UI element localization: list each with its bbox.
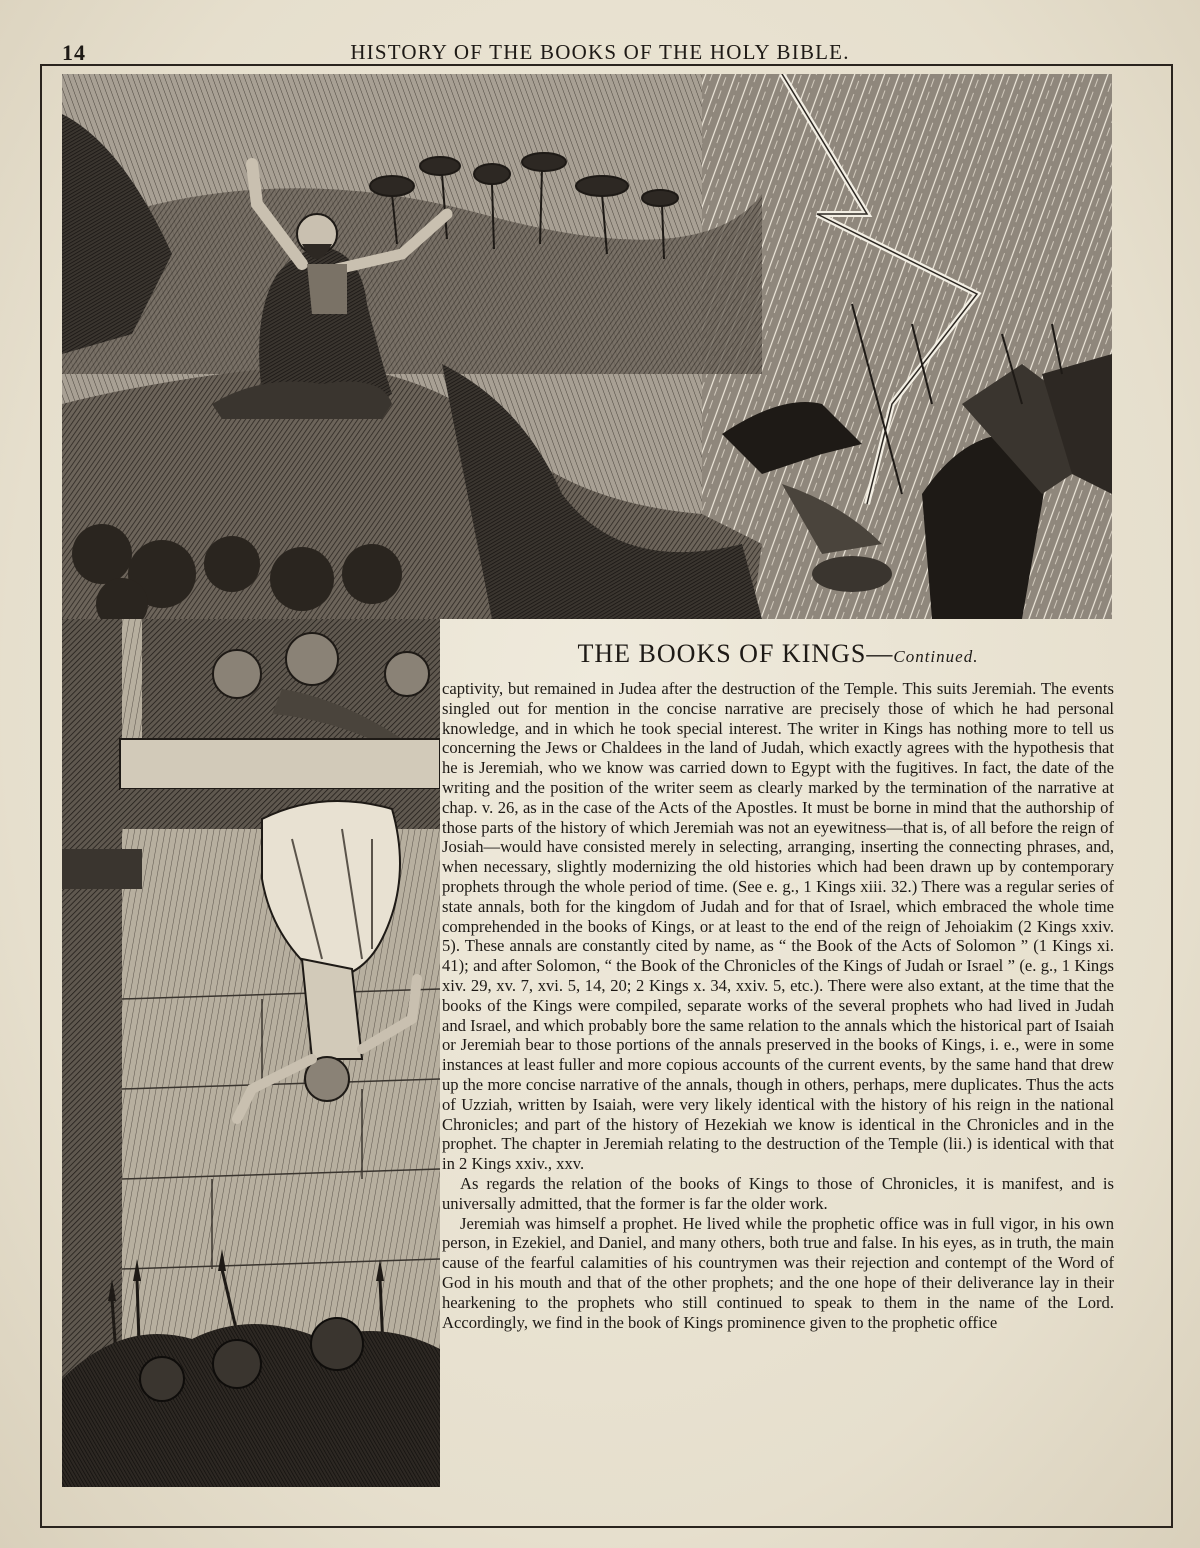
article-text-block [440, 630, 1116, 1510]
paragraph: As regards the relation of the books of Kings to those of Chronicles, it is manifest, and is universally admitted, that the former is far the older work. [442, 1173, 1114, 1213]
engraving-prophet-calling-down-fire-image [62, 74, 1112, 619]
section-title [440, 638, 1116, 673]
engraving-figure-thrown-from-wall-image [62, 619, 440, 1487]
body-text [440, 679, 1116, 1332]
running-title: HISTORY OF THE BOOKS OF THE HOLY BIBLE. [350, 40, 850, 64]
page-number: 14 [62, 40, 86, 65]
section-title-main: THE BOOKS OF KINGS— [577, 639, 894, 668]
paragraph: captivity, but remained in Judea after the destruction of the Temple. This suits Jeremiah. The events singled out for mention in the concise narrative are precisely those of which he had personal knowledge, and in which he took special interest. The writer in Kings has nothing more to tell us concerning the Jews or Chaldees in the land of Judah, which exactly agrees with the hypothesis that he is Jeremiah, who we know was carried down to Egypt with the fugitives. In fact, the date of the writing and the position of the writer seem as clearly marked by the termination of the narrative at chap. v. 26, as in the case of the Acts of the Apostles. It must be borne in mind that the authorship of those parts of the history of which Jeremiah was not an eyewitness—that is, of all before the reign of Josiah—would have consisted merely in selecting, arranging, inserting the connecting phrases, and, when necessary, slightly modernizing the old histories which had been drawn up by contemporary prophets through the whole period of time. (See e. g., 1 Kings xiii. 32.) There was a regular series of state annals, both for the kingdom of Judah and for that of Israel, which embraced the whole time comprehended in the books of Kings, or at least to the end of the reign of Jehoiakim (2 Kings xxiv. 5). These annals are constantly cited by name, as “ the Book of the Acts of Solomon ” (1 Kings xi. 41); and after Solomon, “ the Book of the Chronicles of the Kings of Judah or Israel ” (e. g., 1 Kings xiv. 29, xv. 7, xvi. 5, 14, 20; 2 Kings x. 34, xxiv. 5, etc.). There were also extant, at the time that the books of the Kings were compiled, separate works of the several prophets who had lived in Judah and Israel, and which probably bore the same relation to the annals which the historical part of Isaiah or Jeremiah bear to those portions of the annals preserved in the books of Kings, i. e., were in some instances at least fuller and more copious accounts of the current events, by the same hand that drew up the more concise narrative of the annals, though in others, perhaps, mere duplicates. Thus the acts of Uzziah, written by Isaiah, were very likely identical with the history of his reign in the national Chronicles; and part of the history of Hezekiah we know is identical in the Chronicles and in the prophet. The chapter in Jeremiah relating to the destruction of the Temple (lii.) is identical with that in 2 Kings xxiv., xxv. [442, 679, 1114, 1174]
illustration-top [62, 74, 1112, 619]
illustration-left [62, 619, 440, 1487]
section-title-continued: Continued. [893, 647, 979, 666]
paragraph: Jeremiah was himself a prophet. He lived while the prophetic office was in full vigor, in his own person, in Ezekiel, and Daniel, and many others, both true and false. In his eyes, as in truth, the main cause of the fearful calamities of his countrymen was their rejection and contempt of the Word of God in his mouth and that of the other prophets; and the one hope of their deliverance lay in their hearkening to the prophets who still continued to speak to them in the name of the Lord. Accordingly, we find in the book of Kings prominence given to the prophetic office [442, 1213, 1114, 1332]
